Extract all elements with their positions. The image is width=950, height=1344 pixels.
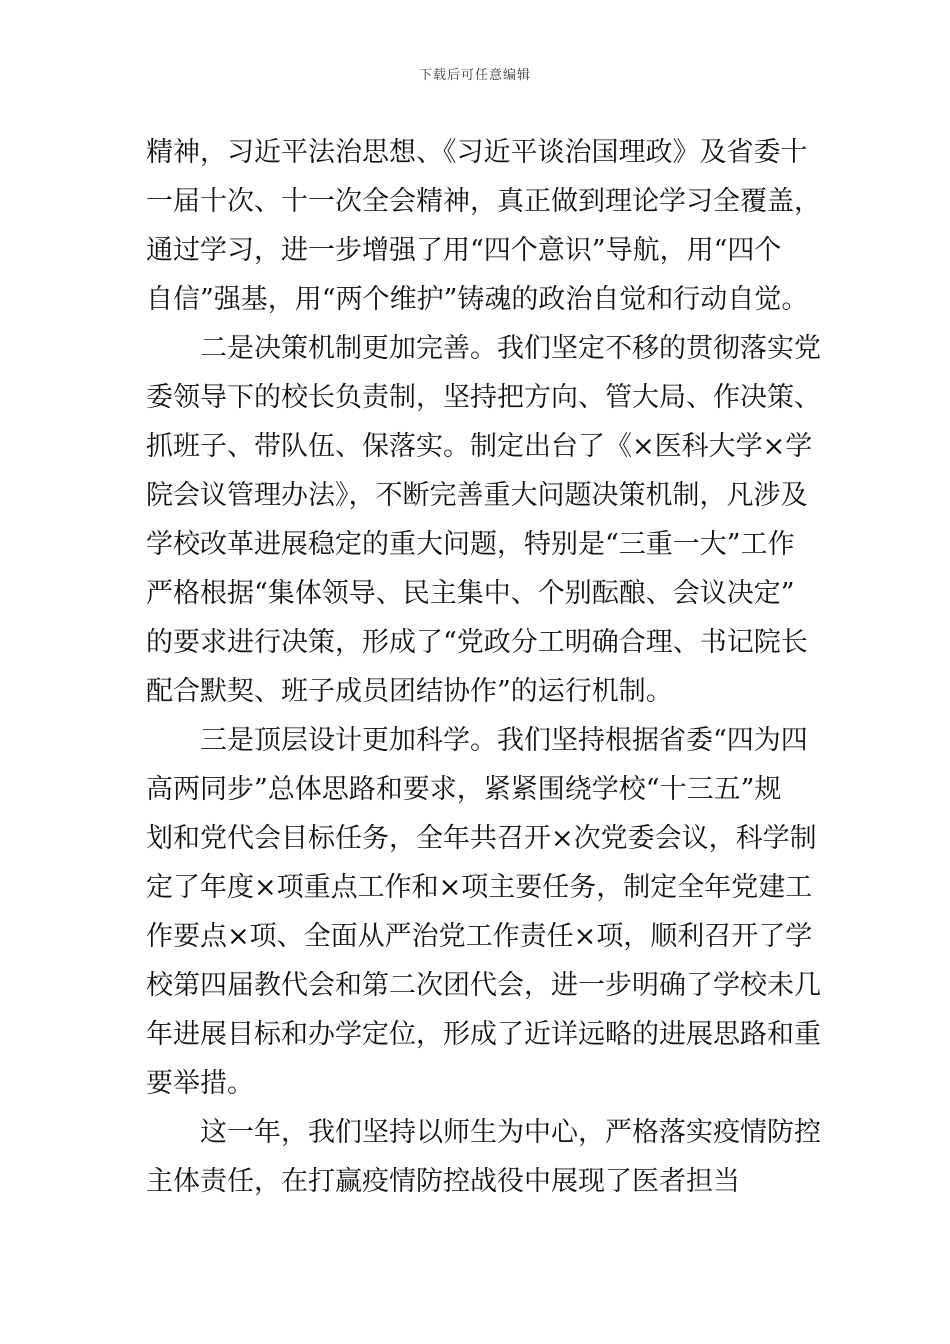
paragraph-3 <box>146 716 821 1108</box>
text-line: 严格根据“集体领导、民主集中、个别酝酿、会议决定” <box>146 578 795 609</box>
text-line: 精神，习近平法治思想、《习近平谈治国理政》及省委十 <box>146 137 808 168</box>
document-body <box>146 128 821 1206</box>
paragraph-1 <box>146 128 821 324</box>
paragraph-4 <box>146 1108 821 1206</box>
text-line: 院会议管理办法》，不断完善重大问题决策机制，凡涉及 <box>146 480 808 511</box>
text-line: 校第四届教代会和第二次团代会，进一步明确了学校未几 <box>146 970 821 1001</box>
text-line: 学校改革进展稳定的重大问题，特别是“三重一大”工作 <box>146 529 795 560</box>
text-line: 要举措。 <box>146 1068 254 1099</box>
text-line: 三是顶层设计更加科学。我们坚持根据省委“四为四 <box>200 725 808 756</box>
text-line: 主体责任，在打赢疫情防控战役中展现了医者担当 <box>146 1166 740 1197</box>
text-line: 高两同步”总体思路和要求，紧紧围绕学校“十三五”规 <box>146 774 782 805</box>
text-line: 的要求进行决策，形成了“党政分工明确合理、书记院长 <box>146 627 808 658</box>
text-line: 定了年度×项重点工作和×项主要任务，制定全年党建工 <box>146 872 813 903</box>
text-line: 自信”强基，用“两个维护”铸魂的政治自觉和行动自觉。 <box>146 284 809 315</box>
text-line: 作要点×项、全面从严治党工作责任×项，顺利召开了学 <box>146 921 813 952</box>
text-line: 配合默契、班子成员团结协作”的运行机制。 <box>146 676 673 707</box>
text-line: 划和党代会目标任务，全年共召开×次党委会议，科学制 <box>146 823 817 854</box>
text-line: 抓班子、带队伍、保落实。制定出台了《×医科大学×学 <box>146 431 813 462</box>
page-header: 下载后可任意编辑 <box>418 68 531 83</box>
text-line: 一届十次、十一次全会精神，真正做到理论学习全覆盖， <box>146 186 821 217</box>
text-line: 二是决策机制更加完善。我们坚定不移的贯彻落实党 <box>200 333 821 364</box>
text-line: 年进展目标和办学定位，形成了近详远略的进展思路和重 <box>146 1019 821 1050</box>
paragraph-2 <box>146 324 821 716</box>
text-line: 通过学习，进一步增强了用“四个意识”导航，用“四个 <box>146 235 782 266</box>
text-line: 委领导下的校长负责制，坚持把方向、管大局、作决策、 <box>146 382 821 413</box>
text-line: 这一年，我们坚持以师生为中心，严格落实疫情防控 <box>200 1117 821 1148</box>
